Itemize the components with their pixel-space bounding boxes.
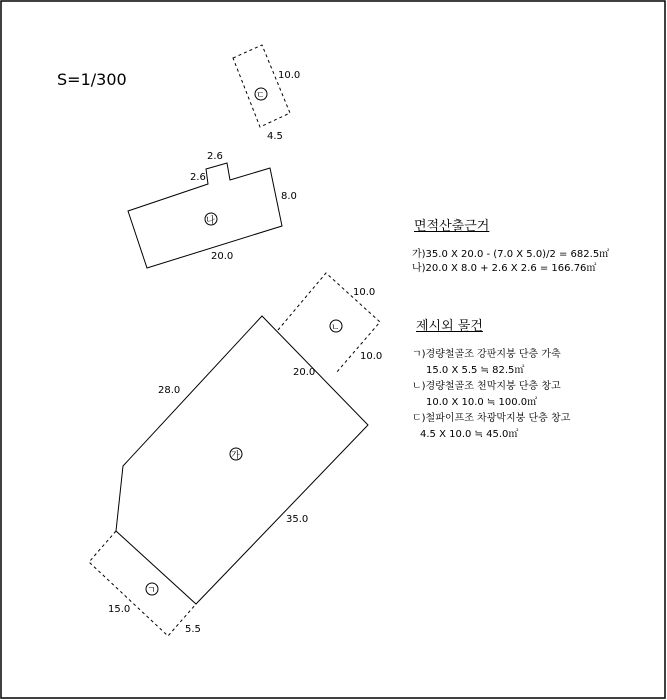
dim: 2.6 [207, 151, 223, 162]
dim: 28.0 [158, 385, 181, 396]
label-d: ㄷ [256, 91, 265, 101]
dim: 15.0 [108, 604, 131, 615]
label-na: 나 [206, 216, 215, 226]
dim: 8.0 [281, 191, 297, 202]
excluded-line: ㄱ)경량철골조 강판지붕 단층 가축 [412, 349, 561, 360]
area-line: 가)35.0 X 20.0 - (7.0 X 5.0)/2 = 682.5㎡ [412, 249, 610, 260]
dim: 20.0 [211, 251, 234, 262]
label-ka: 가 [231, 451, 240, 461]
dim: 20.0 [293, 367, 316, 378]
annex-d [233, 45, 290, 127]
area-line: 나)20.0 X 8.0 + 2.6 X 2.6 = 166.76㎡ [412, 263, 597, 274]
dim: 4.5 [267, 131, 283, 142]
area-title: 면적산출근거 [414, 219, 490, 234]
excluded-line: ㄷ)철파이프조 차광막지붕 단층 창고 [412, 413, 571, 424]
excluded-title: 제시외 물건 [416, 319, 483, 334]
label-l: ㄴ [331, 323, 340, 333]
building-ka [116, 316, 368, 604]
dim: 10.0 [278, 70, 301, 81]
excluded-line: 4.5 X 10.0 ≒ 45.0㎡ [420, 429, 519, 440]
excluded-line: 15.0 X 5.5 ≒ 82.5㎡ [426, 365, 525, 376]
dim: 2.6 [190, 172, 206, 183]
frame [1, 1, 665, 698]
dim: 10.0 [360, 351, 383, 362]
excluded-line: 10.0 X 10.0 ≒ 100.0㎡ [426, 397, 538, 408]
dim: 35.0 [286, 514, 309, 525]
annex-g [89, 531, 196, 636]
label-g: ㄱ [147, 586, 156, 596]
dim: 5.5 [185, 624, 201, 635]
dim: 10.0 [353, 287, 376, 298]
scale-label: S=1/300 [57, 70, 127, 89]
excluded-line: ㄴ)경량철골조 천막지붕 단층 창고 [412, 381, 561, 392]
